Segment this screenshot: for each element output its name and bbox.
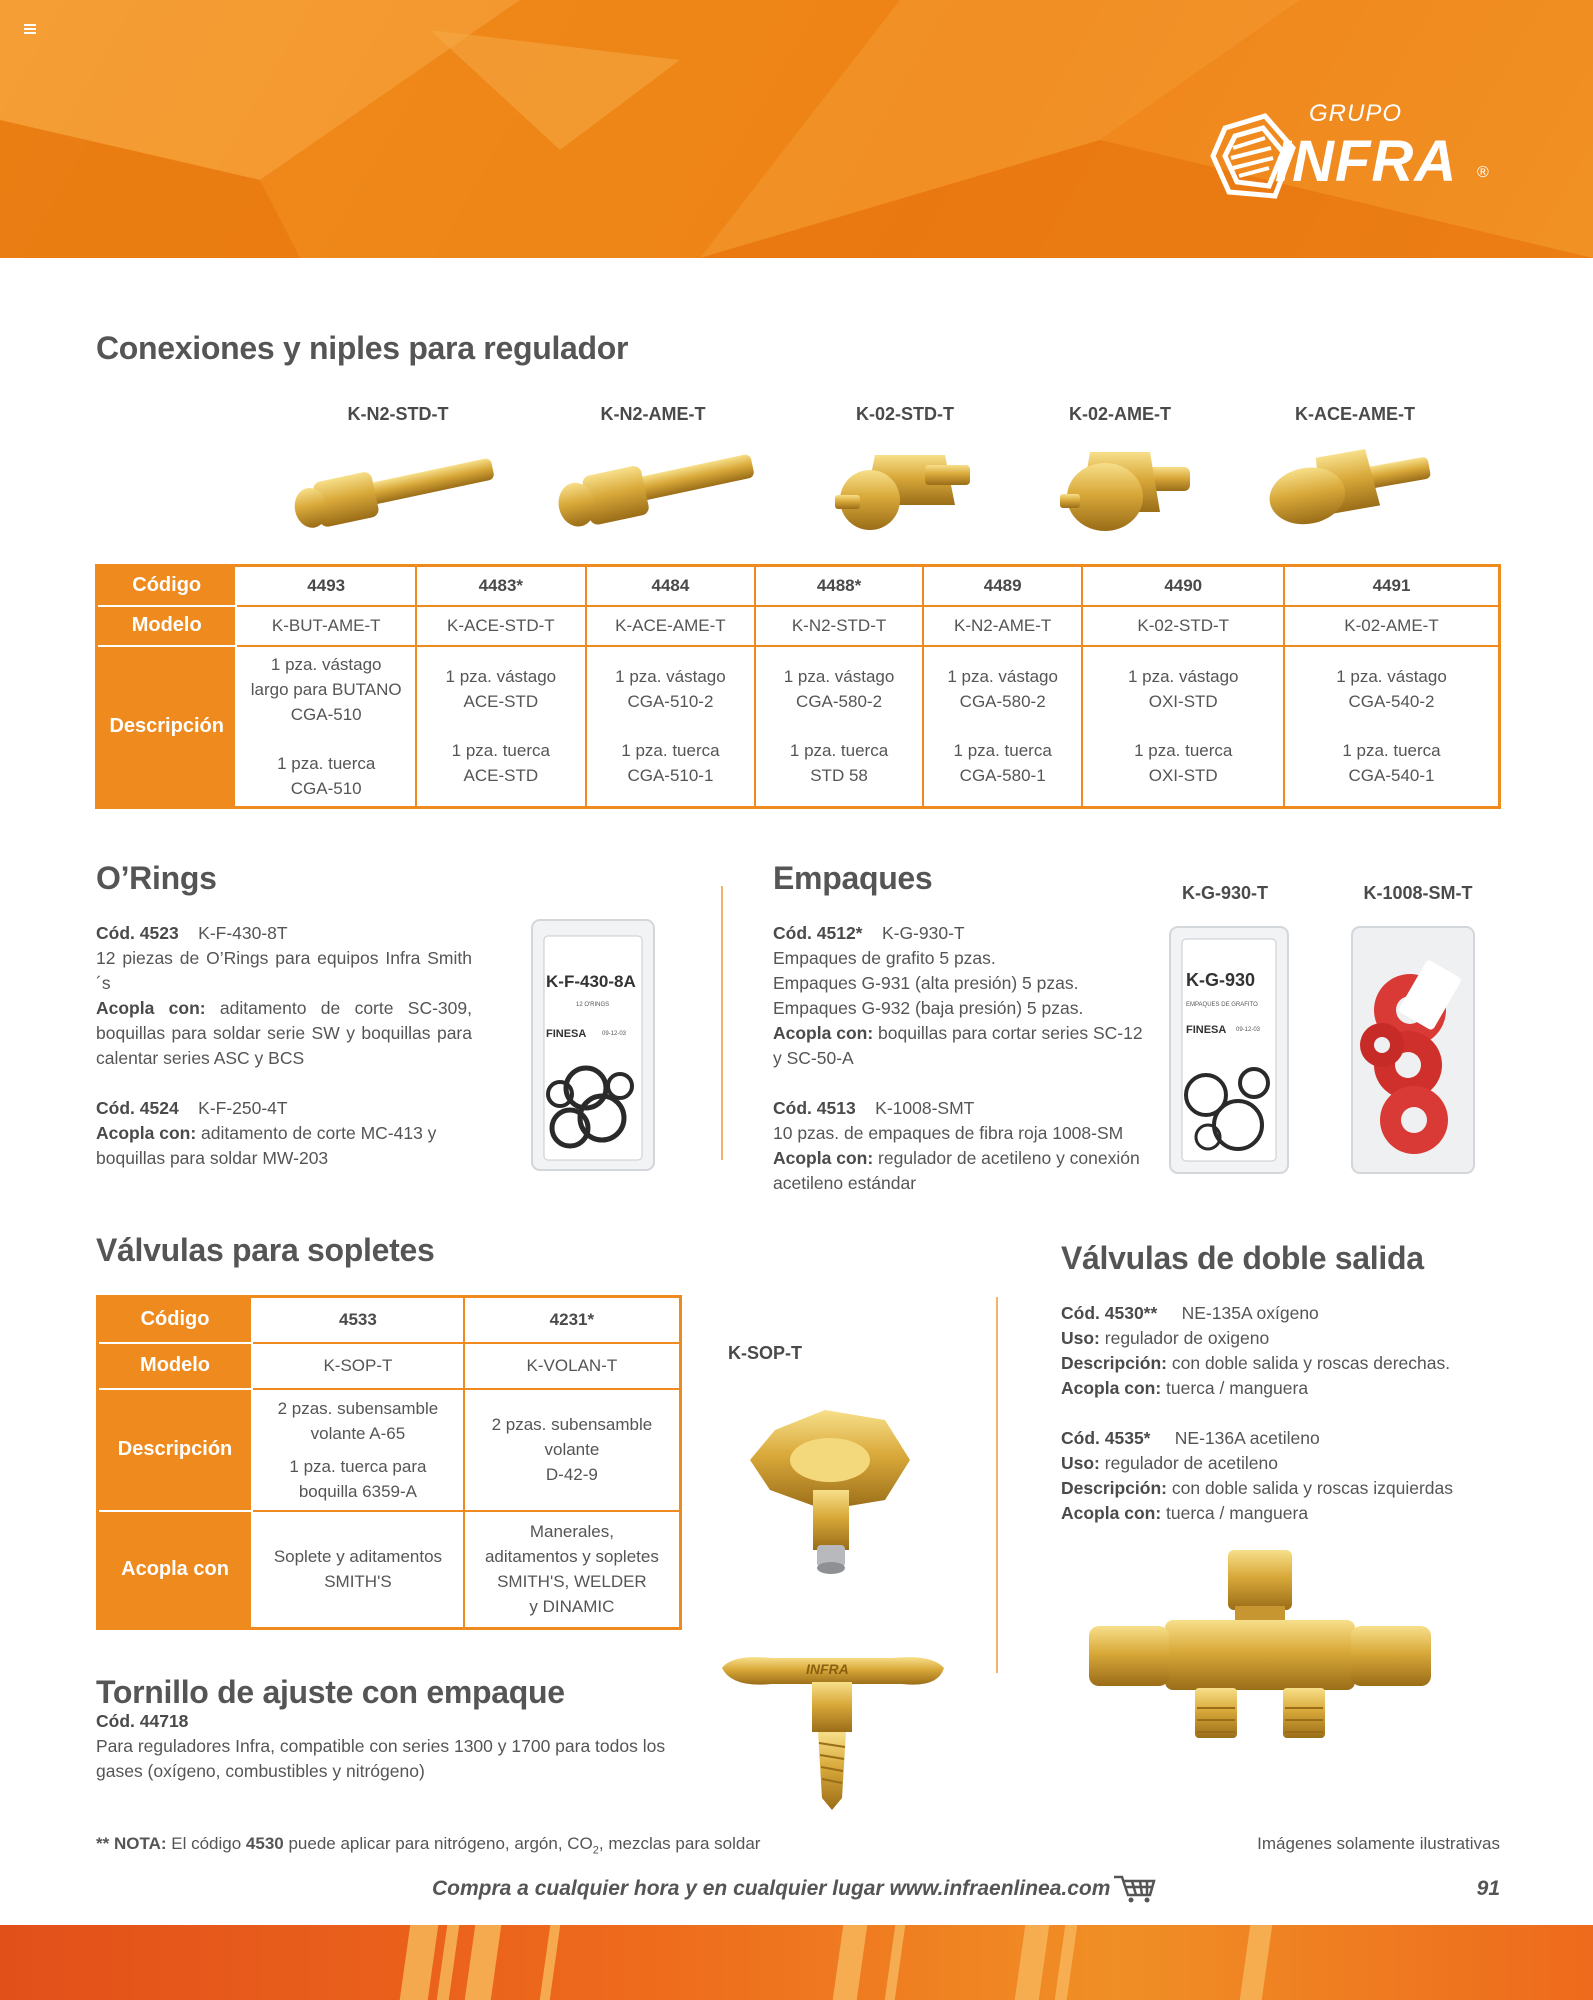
oring-package-image bbox=[530, 918, 656, 1172]
cell-descripcion bbox=[586, 646, 756, 808]
cod-label: Cód. 4513 bbox=[773, 1098, 856, 1118]
cod-label: Cód. 4535* bbox=[1061, 1428, 1151, 1448]
fitting-image-5 bbox=[1262, 440, 1442, 540]
desc-line: 1 pza. vástago bbox=[1127, 667, 1239, 687]
cod-model: K-F-430-8T bbox=[198, 923, 288, 943]
cell-modelo: K-ACE-STD-T bbox=[416, 606, 586, 646]
table-row-modelo bbox=[98, 1343, 681, 1389]
desc-line: 2 pzas. subensamble bbox=[491, 1415, 653, 1434]
desc-line: OXI-STD bbox=[1148, 766, 1218, 786]
tornillo-stamp: INFRA bbox=[806, 1661, 849, 1677]
empaques-label-1: K-G-930-T bbox=[1181, 883, 1268, 903]
menu-icon[interactable] bbox=[24, 24, 36, 34]
cell-modelo: K-N2-AME-T bbox=[923, 606, 1083, 646]
header-codigo: Código bbox=[97, 566, 237, 606]
desc-line: 1 pza. vástago bbox=[1336, 667, 1447, 687]
cell-modelo: K-SOP-T bbox=[252, 1343, 464, 1389]
valvulas-table bbox=[96, 1295, 682, 1630]
doble-item-4535 bbox=[1061, 1426, 1531, 1526]
product-label-4: K-02-AME-T bbox=[1069, 404, 1171, 424]
desc-line: CGA-510 bbox=[290, 704, 362, 724]
note-post: , mezclas para soldar bbox=[598, 1834, 761, 1853]
oring-package-lot: 09-12-03 bbox=[602, 1031, 627, 1037]
cell-descripcion bbox=[464, 1389, 681, 1511]
oring-package-title: K-F-430-8A bbox=[546, 972, 636, 991]
section-divider bbox=[721, 886, 723, 1160]
desc-label: Descripción: bbox=[1061, 1478, 1167, 1498]
desc-line: CGA-510 bbox=[290, 778, 362, 798]
registered-mark: ® bbox=[1477, 164, 1489, 181]
header-modelo: Modelo bbox=[97, 606, 237, 646]
doble-text bbox=[1061, 1301, 1531, 1551]
cod-model: K-G-930-T bbox=[881, 923, 965, 943]
header-banner bbox=[0, 0, 1593, 258]
cod-model: NE-136A acetileno bbox=[1174, 1428, 1320, 1448]
footer-stripe bbox=[400, 1925, 439, 2000]
note-sub: 2 bbox=[592, 1844, 599, 1857]
note-code: 4530 bbox=[245, 1834, 284, 1853]
oring-package-maker: FINESA bbox=[546, 1028, 587, 1040]
header-acopla: Acopla con bbox=[98, 1511, 253, 1629]
desc-line: ACE-STD bbox=[463, 692, 539, 712]
desc-line: Empaques G-931 (alta presión) 5 pzas. bbox=[773, 973, 1079, 993]
graphite-package-lot: 09-12-03 bbox=[1236, 1027, 1261, 1033]
product-label-5: K-ACE-AME-T bbox=[1295, 404, 1415, 424]
conexiones-table bbox=[95, 564, 1501, 809]
desc-line: 1 pza. vástago bbox=[947, 667, 1058, 687]
cell-codigo: 4484 bbox=[586, 566, 756, 606]
empaque-item-4512 bbox=[773, 921, 1148, 1071]
graphite-package-image bbox=[1168, 925, 1290, 1175]
table-row-codigo bbox=[98, 1297, 681, 1343]
acopla-label: Acopla con: bbox=[96, 1123, 197, 1143]
cod-label: Cód. 4524 bbox=[96, 1098, 179, 1118]
cell-modelo: K-02-STD-T bbox=[1082, 606, 1284, 646]
valvulas-title: Válvulas para sopletes bbox=[96, 1232, 435, 1268]
acopla-text: tuerca / manguera bbox=[1166, 1503, 1309, 1523]
empaques-label-2: K-1008-SM-T bbox=[1363, 883, 1473, 903]
acopla-label: Acopla con: bbox=[1061, 1378, 1162, 1398]
double-valve-image bbox=[1085, 1548, 1435, 1763]
acopla-label: Acopla con: bbox=[96, 998, 206, 1018]
orings-text bbox=[96, 921, 472, 1196]
cell-modelo: K-02-AME-T bbox=[1284, 606, 1500, 646]
footer-stripe bbox=[540, 1925, 561, 2000]
desc-line: 1 pza. tuerca bbox=[451, 741, 550, 761]
acopla-label: Acopla con: bbox=[773, 1023, 874, 1043]
desc-line: CGA-540-2 bbox=[1348, 692, 1435, 712]
conexiones-title: Conexiones y niples para regulador bbox=[96, 330, 629, 366]
oring-item-4524 bbox=[96, 1096, 472, 1171]
cod-label: Cód. 44718 bbox=[96, 1711, 189, 1731]
graphite-package-sub: EMPAQUES DE GRAFITO bbox=[1186, 1002, 1258, 1008]
uso-text: regulador de acetileno bbox=[1104, 1453, 1278, 1473]
fitting-image-1 bbox=[285, 440, 505, 540]
oring-item-4523 bbox=[96, 921, 472, 1071]
cell-modelo: K-VOLAN-T bbox=[464, 1343, 681, 1389]
section-divider bbox=[996, 1297, 998, 1673]
desc-line: boquilla 6359-A bbox=[298, 1481, 417, 1501]
desc-line: 1 pza. tuerca bbox=[621, 741, 720, 761]
desc-line: Soplete y aditamentos bbox=[273, 1547, 443, 1567]
acopla-text: tuerca / manguera bbox=[1166, 1378, 1309, 1398]
cell-codigo: 4533 bbox=[252, 1297, 464, 1343]
tornillo-text bbox=[96, 1709, 686, 1784]
red-fiber-package-image bbox=[1350, 925, 1476, 1175]
desc-line: SMITH'S bbox=[324, 1572, 392, 1592]
cell-descripcion bbox=[1284, 646, 1500, 808]
desc-line: Manerales, bbox=[529, 1522, 614, 1542]
desc-line: ACE-STD bbox=[463, 766, 539, 786]
desc-line: 1 pza. tuerca bbox=[953, 741, 1052, 761]
footer-stripe bbox=[1055, 1925, 1078, 2000]
desc-line: 12 piezas de O’Rings para equipos Infra Smith´s bbox=[96, 948, 472, 993]
fitting-image-3 bbox=[825, 445, 985, 540]
acopla-text: aditamento de corte SC-309, boquillas para soldar serie SW y boquillas para calentar series ASC y BCS bbox=[96, 998, 472, 1068]
cod-model: K-1008-SMT bbox=[875, 1098, 975, 1118]
desc-line: CGA-540-1 bbox=[1348, 766, 1435, 786]
acopla-text: boquillas para cortar series SC-12 y SC-50-A bbox=[773, 1023, 1143, 1068]
header-descripcion: Descripción bbox=[98, 1389, 253, 1511]
cod-model: NE-135A oxígeno bbox=[1181, 1303, 1319, 1323]
product-label-1: K-N2-STD-T bbox=[347, 404, 449, 424]
acopla-label: Acopla con: bbox=[773, 1148, 874, 1168]
acopla-label: Acopla con: bbox=[1061, 1503, 1162, 1523]
empaques-text bbox=[773, 921, 1148, 1221]
cell-codigo: 4488* bbox=[755, 566, 923, 606]
table-row-modelo bbox=[97, 606, 1500, 646]
footer-stripe bbox=[833, 1925, 868, 2000]
tornillo-description: Para reguladores Infra, compatible con series 1300 y 1700 para todos los gases (oxígeno, combustibles y nitrógeno) bbox=[96, 1736, 666, 1781]
desc-line: CGA-510-2 bbox=[627, 692, 714, 712]
desc-line: D-42-9 bbox=[545, 1465, 598, 1484]
desc-line: CGA-580-2 bbox=[796, 692, 883, 712]
cell-codigo: 4491 bbox=[1284, 566, 1500, 606]
desc-line: 1 pza. vástago bbox=[615, 667, 726, 687]
desc-line: 2 pzas. subensamble bbox=[277, 1398, 439, 1418]
cell-descripcion bbox=[923, 646, 1083, 808]
desc-line: CGA-510-1 bbox=[627, 766, 714, 786]
cod-model: K-F-250-4T bbox=[198, 1098, 288, 1118]
acopla-text: aditamento de corte MC-413 y boquillas para soldar MW-203 bbox=[96, 1123, 437, 1168]
acopla-text: regulador de acetileno y conexión acetileno estándar bbox=[773, 1148, 1140, 1193]
table-row-descripcion bbox=[97, 646, 1500, 808]
desc-label: Descripción: bbox=[1061, 1353, 1167, 1373]
grupo-infra-logo bbox=[1205, 100, 1505, 210]
note-label: ** NOTA: bbox=[96, 1834, 167, 1853]
cell-descripcion bbox=[416, 646, 586, 808]
table-row-descripcion bbox=[98, 1389, 681, 1511]
desc-line: 1 pza. tuerca para bbox=[289, 1456, 427, 1476]
sop-valve-image bbox=[735, 1390, 925, 1590]
cell-codigo: 4483* bbox=[416, 566, 586, 606]
cell-codigo: 4231* bbox=[464, 1297, 681, 1343]
desc-line: CGA-580-2 bbox=[959, 692, 1046, 712]
doble-item-4530 bbox=[1061, 1301, 1531, 1401]
cell-acopla bbox=[464, 1511, 681, 1629]
doble-title: Válvulas de doble salida bbox=[1061, 1240, 1424, 1276]
desc-line: OXI-STD bbox=[1148, 692, 1218, 712]
empaques-title: Empaques bbox=[773, 860, 933, 896]
footer-banner bbox=[0, 1925, 1593, 2000]
desc-line: SMITH'S, WELDER bbox=[497, 1572, 647, 1592]
cod-label: Cód. 4523 bbox=[96, 923, 179, 943]
cell-descripcion bbox=[236, 646, 416, 808]
uso-text: regulador de oxigeno bbox=[1104, 1328, 1270, 1348]
desc-line: 1 pza. tuerca bbox=[277, 753, 376, 773]
desc-line: Empaques de grafito 5 pzas. bbox=[773, 948, 996, 968]
desc-line: 1 pza. tuerca bbox=[789, 741, 889, 761]
footer-stripe bbox=[1015, 1925, 1050, 2000]
footer-cta-link[interactable]: Compra a cualquier hora y en cualquier lugar www.infraenlinea.com bbox=[432, 1877, 1111, 1900]
table-row-acopla bbox=[98, 1511, 681, 1629]
note-mid: puede aplicar para nitrógeno, argón, CO bbox=[283, 1834, 593, 1853]
cell-acopla bbox=[252, 1511, 464, 1629]
shopping-cart-icon bbox=[1112, 1873, 1158, 1903]
page-number: 91 bbox=[1476, 1877, 1500, 1900]
footer-note bbox=[96, 1834, 760, 1856]
disclaimer: Imágenes solamente ilustrativas bbox=[1257, 1834, 1500, 1853]
graphite-package-title: K-G-930 bbox=[1186, 970, 1256, 990]
footer-stripe bbox=[465, 1925, 502, 2000]
desc-line: 1 pza. vástago bbox=[270, 654, 382, 674]
desc-line: STD 58 bbox=[810, 766, 868, 786]
header-modelo: Modelo bbox=[98, 1343, 253, 1389]
product-label-3: K-02-STD-T bbox=[856, 404, 954, 424]
desc-line: y DINAMIC bbox=[529, 1597, 615, 1617]
cell-codigo: 4490 bbox=[1082, 566, 1284, 606]
desc-line: aditamentos y sopletes bbox=[484, 1547, 659, 1567]
note-pre: El código bbox=[166, 1834, 246, 1853]
cell-codigo: 4493 bbox=[236, 566, 416, 606]
desc-line: 1 pza. vástago bbox=[445, 667, 557, 687]
empaque-item-4513 bbox=[773, 1096, 1148, 1196]
desc-line: 10 pzas. de empaques de fibra roja 1008-SM bbox=[773, 1123, 1124, 1143]
cell-descripcion bbox=[755, 646, 923, 808]
footer-stripe bbox=[437, 1925, 460, 2000]
cell-descripcion bbox=[252, 1389, 464, 1511]
cell-modelo: K-ACE-AME-T bbox=[586, 606, 756, 646]
header-codigo: Código bbox=[98, 1297, 253, 1343]
cell-modelo: K-N2-STD-T bbox=[755, 606, 923, 646]
logo-grupo-text: GRUPO bbox=[1309, 100, 1403, 127]
cell-modelo: K-BUT-AME-T bbox=[236, 606, 416, 646]
desc-line: largo para BUTANO bbox=[250, 679, 402, 699]
desc-line: CGA-580-1 bbox=[959, 766, 1046, 786]
desc-line: 1 pza. vástago bbox=[783, 667, 895, 687]
table-row-codigo bbox=[97, 566, 1500, 606]
logo-wordmark: INFRA bbox=[1275, 129, 1458, 194]
cell-descripcion bbox=[1082, 646, 1284, 808]
cell-codigo: 4489 bbox=[923, 566, 1083, 606]
cod-label: Cód. 4512* bbox=[773, 923, 863, 943]
fitting-image-2 bbox=[545, 438, 765, 538]
uso-label: Uso: bbox=[1061, 1453, 1100, 1473]
footer-stripe bbox=[885, 1925, 906, 2000]
product-label-2: K-N2-AME-T bbox=[600, 404, 706, 424]
desc-line: Empaques G-932 (baja presión) 5 pzas. bbox=[773, 998, 1084, 1018]
desc-line: 1 pza. tuerca bbox=[1342, 741, 1441, 761]
oring-package-sub: 12 O'RINGS bbox=[576, 1002, 610, 1008]
desc-line: volante bbox=[544, 1440, 600, 1459]
header-descripcion: Descripción bbox=[97, 646, 237, 808]
footer-stripe bbox=[1240, 1925, 1273, 2000]
uso-label: Uso: bbox=[1061, 1328, 1100, 1348]
orings-title: O’Rings bbox=[96, 860, 217, 896]
tornillo-title: Tornillo de ajuste con empaque bbox=[96, 1674, 565, 1710]
graphite-package-maker: FINESA bbox=[1186, 1024, 1227, 1036]
desc-text: con doble salida y roscas derechas. bbox=[1171, 1353, 1451, 1373]
fitting-image-4 bbox=[1050, 442, 1200, 542]
desc-text: con doble salida y roscas izquierdas bbox=[1171, 1478, 1454, 1498]
desc-line: 1 pza. tuerca bbox=[1134, 741, 1233, 761]
sop-image-label: K-SOP-T bbox=[728, 1343, 802, 1363]
desc-line: volante A-65 bbox=[310, 1423, 406, 1443]
cod-label: Cód. 4530** bbox=[1061, 1303, 1158, 1323]
